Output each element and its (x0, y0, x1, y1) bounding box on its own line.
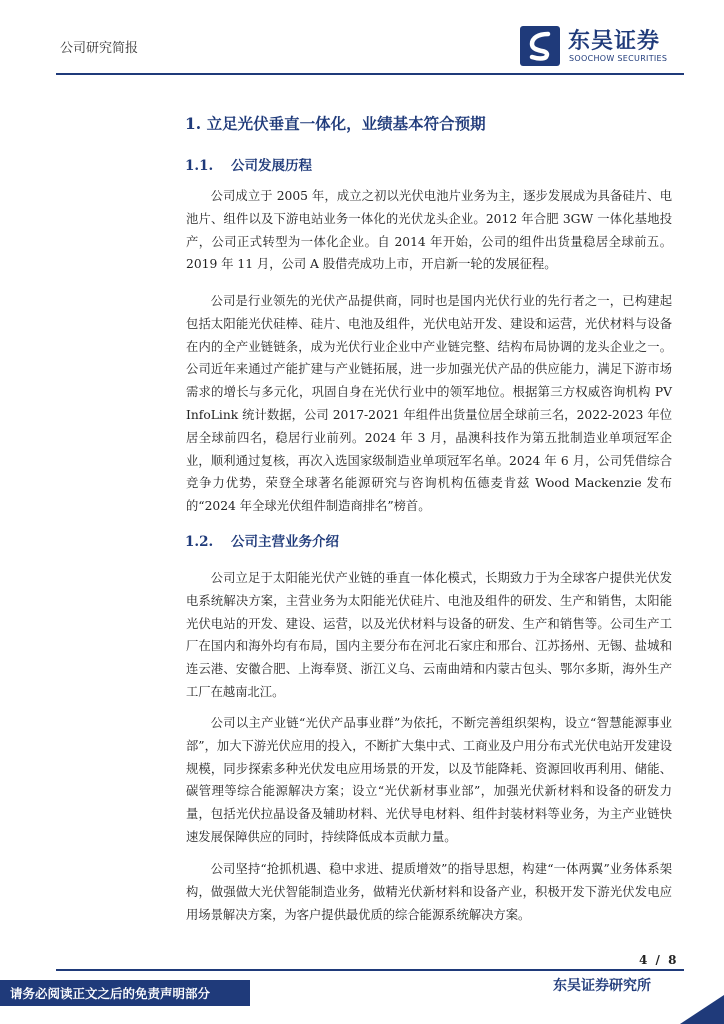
research-institute-label: 东吴证券研究所 (553, 978, 651, 994)
logo-chinese-name: 东吴证券 (568, 29, 661, 54)
header-divider (56, 73, 684, 75)
subsection-heading-2 (185, 530, 339, 550)
subsection-heading-1 (185, 154, 312, 174)
soochow-logo-icon (520, 26, 560, 66)
logo-english-name: SOOCHOW SECURITIES (569, 54, 668, 63)
disclaimer-text: 请务必阅读正文之后的免责声明部分 (10, 986, 211, 1001)
document-type-label: 公司研究简报 (60, 41, 139, 56)
paragraph-history-1: 公司成立于 2005 年，成立之初以光伏电池片业务为主，逐步发展成为具备硅片、电池片、组件以及下游电站业务一体化的光伏龙头企业。2012 年合肥 3GW 一体化基地投产，公司正式转型为一体化企业。自 2014 年开始，公司的组件出货量稳居全球前五。2019 年 11 月，公司 A 股借壳成功上市，开启新一轮的发展征程。 (186, 189, 672, 272)
subsection-title: 公司发展历程 (231, 158, 312, 174)
paragraph-business-3: 公司坚持“抢抓机遇、稳中求进、提质增效”的指导思想，构建“一体两翼”业务体系架构，做强做大光伏智能制造业务，做精光伏新材料和设备产业，积极开发下游光伏发电应用场景解决方案，为客户提供最优质的综合能源系统解决方案。 (186, 862, 672, 922)
disclaimer-banner (0, 980, 250, 1006)
paragraph-history-2: 公司是行业领先的光伏产品提供商，同时也是国内光伏行业的先行者之一，已构建起包括太阳能光伏硅棒、硅片、电池及组件，光伏电站开发、建设和运营，光伏材料与设备在内的全产业链链条，成为光伏行业企业中产业链完整、结构布局协调的龙头企业之一。公司近年来通过产能扩建与产业链拓展，进一步加强光伏产品的供应能力，满足下游市场需求的增长与多元化，巩固自身在光伏行业中的领军地位。根据第三方权威咨询机构 PV InfoLink 统计数据，公司 2017-2021 年组件出货量位居全球前三名，2022-2023 年位居全球前四名，稳居行业前列。2024 年 3 月，晶澳科技作为第五批制造业单项冠军企业，顺利通过复核，再次入选国家级制造业单项冠军名单。2024 年 6 月，公司凭借综合竞争力优势，荣登全球著名能源研究与咨询机构伍德麦肯兹 Wood Mackenzie 发布的“2024 年全球光伏组件制造商排名”榜首。 (186, 294, 672, 514)
section-title: 1. 立足光伏垂直一体化，业绩基本符合预期 (185, 114, 486, 133)
footer-corner-decoration (680, 995, 724, 1024)
footer-divider (56, 969, 684, 971)
paragraph-business-1: 公司立足于太阳能光伏产业链的垂直一体化模式，长期致力于为全球客户提供光伏发电系统解决方案，主营业务为太阳能光伏硅片、电池及组件的研发、生产和销售，太阳能光伏电站的开发、建设、运营，以及光伏材料与设备的研发、生产和销售等。公司生产工厂在国内和海外均有布局，国内主要分布在河北石家庄和邢台、江苏扬州、无锡、盐城和连云港、安徽合肥、上海奉贤、浙江义乌、云南曲靖和内蒙古包头、鄂尔多斯，海外生产工厂在越南北江。 (186, 571, 672, 699)
company-logo (520, 24, 690, 70)
subsection-title: 公司主营业务介绍 (231, 534, 339, 550)
subsection-number: 1.1. (185, 158, 214, 174)
subsection-number: 1.2. (185, 534, 214, 550)
paragraph-business-2: 公司以主产业链“光伏产品事业群”为依托，不断完善组织架构，设立“智慧能源事业部”，加大下游光伏应用的投入，不断扩大集中式、工商业及户用分布式光伏电站开发建设规模，同步探索多种光伏发电应用场景的开发，以及节能降耗、资源回收再利用、储能、碳管理等综合能源解决方案；设立“光伏新材事业部”，加强光伏新材料和设备的研发力量，包括光伏拉晶设备及辅助材料、光伏导电材料、组件封装材料等业务，为主产业链快速发展保障供应的同时，持续降低成本贡献力量。 (186, 716, 672, 844)
page-number: 4 / 8 (639, 953, 679, 967)
